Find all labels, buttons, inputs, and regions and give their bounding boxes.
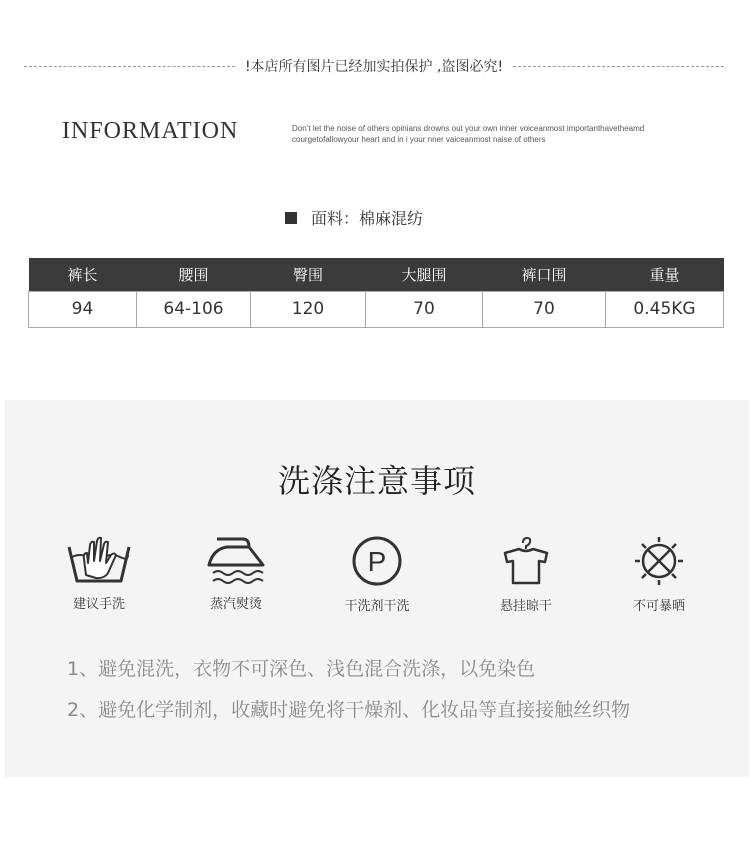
cell-thigh: 70 — [366, 291, 483, 327]
care-item-dry-clean — [317, 535, 437, 614]
care-item-hand-wash — [39, 535, 159, 612]
cell-weight: 0.45KG — [606, 291, 724, 327]
header-pants-length: 裤长 — [29, 258, 137, 291]
cell-hip: 120 — [251, 291, 366, 327]
care-label: 不可暴晒 — [632, 599, 685, 614]
notice-text: !本店所有图片已经加实拍保护 ,盗图必究! — [244, 59, 504, 75]
washing-title: 洗涤注意事项 — [277, 462, 476, 500]
care-label: 蒸汽熨烫 — [209, 597, 262, 612]
no-sun-icon — [632, 535, 686, 587]
info-desc-line: Don’t let the noise of others opinians drowns out your own inner voiceanmost importanthavetheamd — [292, 124, 645, 133]
notice-divider-left — [24, 66, 235, 67]
square-bullet-icon — [285, 212, 297, 224]
washing-note-2: 2、避免化学制剂，收藏时避免将干燥剂、化妆品等直接接触丝织物 — [67, 699, 631, 721]
header-hip: 臀围 — [251, 258, 366, 291]
table-row — [29, 291, 724, 327]
svg-text:P: P — [367, 546, 387, 577]
steam-iron-icon — [203, 535, 269, 585]
dry-clean-icon — [350, 535, 404, 587]
header-waist: 腰围 — [137, 258, 251, 291]
size-table — [28, 258, 724, 328]
copyright-notice — [24, 54, 724, 78]
info-title: INFORMATION — [62, 118, 239, 144]
care-label: 建议手洗 — [72, 597, 125, 612]
cell-leg-opening: 70 — [483, 291, 606, 327]
care-label: 干洗剂干洗 — [344, 599, 410, 614]
cell-pants-length: 94 — [29, 291, 137, 327]
hand-wash-icon — [66, 535, 132, 585]
fabric-label: 面料：棉麻混纺 — [311, 209, 424, 228]
care-icons — [5, 535, 749, 625]
notice-divider-right — [513, 66, 724, 67]
header-thigh: 大腿围 — [366, 258, 483, 291]
info-desc-line: courgetofallowyour heart and in i your nner vaiceanmost naise of others — [292, 135, 546, 144]
care-item-no-sun — [599, 535, 719, 614]
header-weight: 重量 — [606, 258, 724, 291]
washing-note-1: 1、避免混洗，衣物不可深色、浅色混合洗涤，以免染色 — [67, 658, 536, 680]
info-description — [292, 123, 712, 145]
care-item-hang-dry — [466, 535, 586, 614]
header-leg-opening: 裤口围 — [483, 258, 606, 291]
fabric-info — [285, 206, 423, 229]
hang-dry-icon — [499, 535, 553, 587]
care-label: 悬挂晾干 — [499, 599, 552, 614]
care-item-steam-iron — [176, 535, 296, 612]
cell-waist: 64-106 — [137, 291, 251, 327]
table-header-row — [29, 258, 724, 291]
washing-section — [5, 400, 749, 777]
